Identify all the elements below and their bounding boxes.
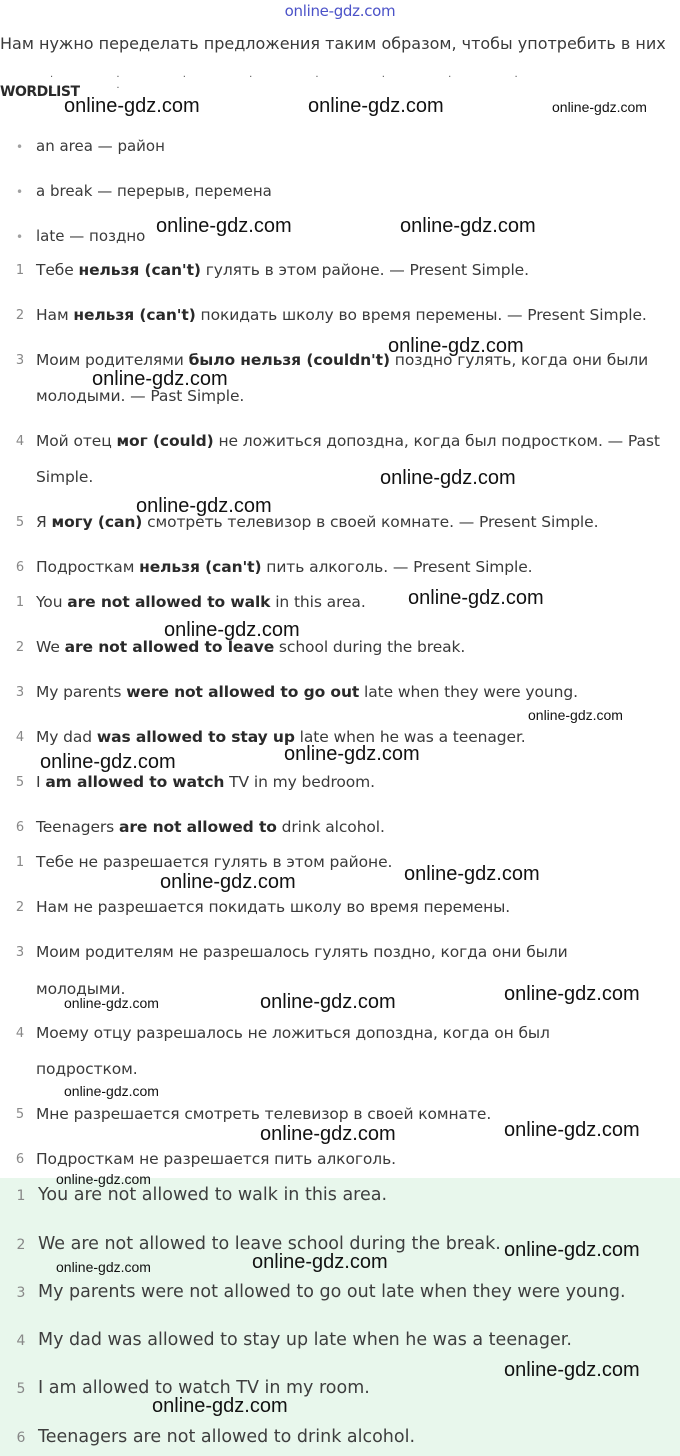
bullet-icon: • [16, 185, 24, 199]
watermark: online-gdz.com [388, 335, 524, 357]
list-item: Моим родителям не разрешалось гулять поздно, когда они были [36, 943, 568, 961]
item-number: 1 [15, 595, 25, 610]
watermark: online-gdz.com [56, 1171, 151, 1187]
watermark: online-gdz.com [552, 99, 647, 115]
list-item: I am allowed to watch TV in my room. [38, 1378, 370, 1398]
watermark: online-gdz.com [504, 983, 640, 1005]
item-number: 5 [15, 775, 25, 790]
list-item: My dad was allowed to stay up late when he was a teenager. [38, 1330, 572, 1350]
list-item: Подросткам нельзя (can't) пить алкоголь. — Present Simple. [36, 558, 533, 576]
item-number: 3 [15, 685, 25, 700]
item-number: 4 [15, 1026, 25, 1041]
list-item: Нам нельзя (can't) покидать школу во время перемены. — Present Simple. [36, 306, 647, 324]
item-number: 2 [15, 308, 25, 323]
list-item: We are not allowed to leave school during the break. [38, 1234, 501, 1254]
watermark: online-gdz.com [284, 743, 420, 765]
wordlist-item: a break — перерыв, перемена [36, 182, 272, 200]
item-number: 3 [15, 353, 25, 368]
list-item: Моему отцу разрешалось не ложиться допоздна, когда он был [36, 1024, 550, 1042]
watermark: online-gdz.com [260, 991, 396, 1013]
list-item: My parents were not allowed to go out late when they were young. [36, 683, 578, 701]
cut-off-line: · · · · · · · · · · [50, 72, 548, 94]
item-number: 6 [15, 1152, 25, 1167]
watermark: online-gdz.com [64, 95, 200, 117]
watermark: online-gdz.com [152, 1395, 288, 1417]
watermark: online-gdz.com [136, 495, 272, 517]
item-number: 2 [15, 900, 25, 915]
bullet-icon: • [16, 230, 24, 244]
watermark: online-gdz.com [160, 871, 296, 893]
watermark: online-gdz.com [260, 1123, 396, 1145]
watermark: online-gdz.com [64, 1083, 159, 1099]
item-number: 6 [16, 1430, 26, 1446]
answer-box [0, 1178, 680, 1456]
item-number: 1 [15, 855, 25, 870]
list-item: I am allowed to watch TV in my bedroom. [36, 773, 375, 791]
list-item-continuation: подростком. [36, 1060, 138, 1078]
watermark: online-gdz.com [252, 1251, 388, 1273]
list-item: You are not allowed to walk in this area. [36, 593, 366, 611]
watermark: online-gdz.com [164, 619, 300, 641]
item-number: 2 [16, 1237, 26, 1253]
item-number: 6 [15, 560, 25, 575]
item-number: 5 [15, 515, 25, 530]
watermark: online-gdz.com [156, 215, 292, 237]
list-item: Тебе нельзя (can't) гулять в этом районе. — Present Simple. [36, 261, 529, 279]
list-item: My dad was allowed to stay up late when he was a teenager. [36, 728, 526, 746]
wordlist-title: WORDLIST [0, 84, 80, 100]
list-item-continuation: молодыми. — Past Simple. [36, 387, 245, 405]
list-item: My parents were not allowed to go out late when they were young. [38, 1282, 626, 1302]
item-number: 4 [16, 1333, 26, 1349]
list-item-continuation: молодыми. [36, 980, 126, 998]
item-number: 1 [15, 263, 25, 278]
list-item: We are not allowed to leave school during the break. [36, 638, 466, 656]
list-item: Тебе не разрешается гулять в этом районе. [36, 853, 393, 871]
list-item: Нам не разрешается покидать школу во время перемены. [36, 898, 511, 916]
wordlist-item: late — поздно [36, 227, 146, 245]
list-item: Подросткам не разрешается пить алкоголь. [36, 1150, 396, 1168]
watermark: online-gdz.com [380, 467, 516, 489]
watermark: online-gdz.com [504, 1359, 640, 1381]
list-item-continuation: Simple. [36, 468, 94, 486]
watermark: online-gdz.com [56, 1259, 151, 1275]
watermark: online-gdz.com [504, 1239, 640, 1261]
list-item: Мне разрешается смотреть телевизор в своей комнате. [36, 1105, 492, 1123]
item-number: 4 [15, 434, 25, 449]
item-number: 2 [15, 640, 25, 655]
site-url[interactable]: online-gdz.com [284, 2, 396, 20]
watermark: online-gdz.com [504, 1119, 640, 1141]
intro-text: Нам нужно переделать предложения таким образом, чтобы употребить в них [0, 34, 666, 53]
item-number: 4 [15, 730, 25, 745]
item-number: 3 [15, 945, 25, 960]
watermark: online-gdz.com [92, 368, 228, 390]
list-item: Я могу (can) смотреть телевизор в своей комнате. — Present Simple. [36, 513, 599, 531]
watermark: online-gdz.com [404, 863, 540, 885]
list-item: Teenagers are not allowed to drink alcohol. [36, 818, 385, 836]
list-item: Teenagers are not allowed to drink alcohol. [38, 1427, 416, 1447]
watermark: online-gdz.com [528, 707, 623, 723]
watermark: online-gdz.com [40, 751, 176, 773]
item-number: 5 [15, 1107, 25, 1122]
bullet-icon: • [16, 140, 24, 154]
item-number: 1 [16, 1188, 26, 1204]
watermark: online-gdz.com [64, 995, 159, 1011]
watermark: online-gdz.com [408, 587, 544, 609]
item-number: 6 [15, 820, 25, 835]
watermark: online-gdz.com [308, 95, 444, 117]
item-number: 3 [16, 1285, 26, 1301]
list-item: Моим родителями было нельзя (couldn't) поздно гулять, когда они были [36, 351, 649, 369]
watermark: online-gdz.com [400, 215, 536, 237]
list-item: Мой отец мог (could) не ложиться допоздна, когда был подростком. — Past [36, 432, 660, 450]
wordlist-item: an area — район [36, 137, 165, 155]
list-item: You are not allowed to walk in this area. [38, 1185, 388, 1205]
item-number: 5 [16, 1381, 26, 1397]
